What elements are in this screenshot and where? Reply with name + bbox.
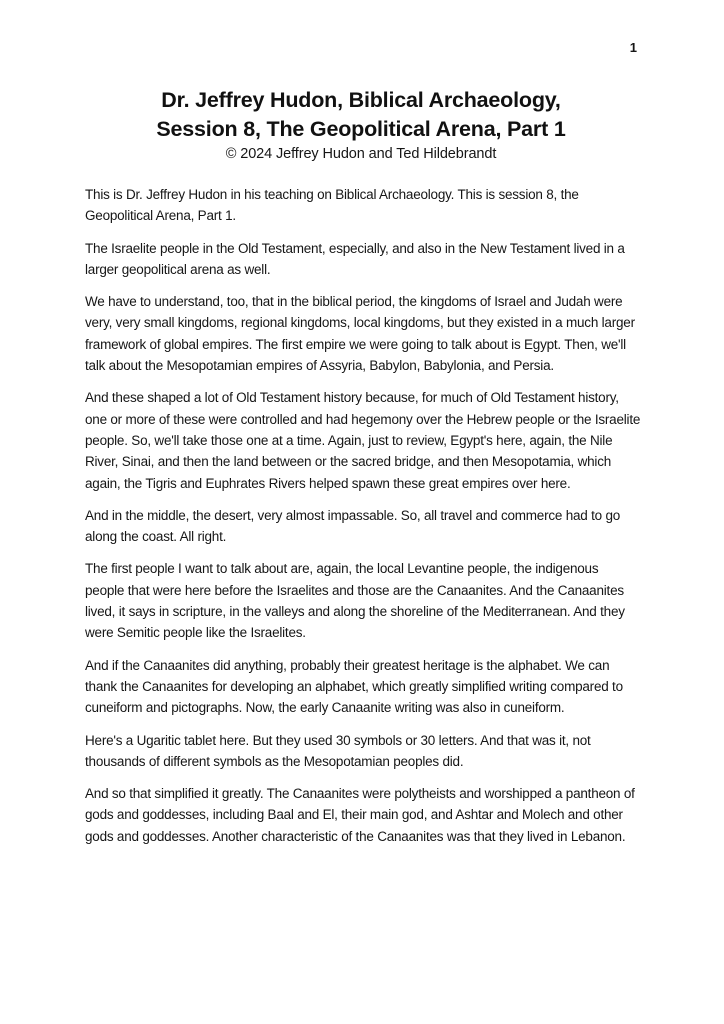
document-body — [85, 184, 641, 847]
title-line-2: Session 8, The Geopolitical Arena, Part 1 — [156, 117, 566, 141]
paragraph-6: The first people I want to talk about are, again, the local Levantine people, the indigenous people that were here before the Israelites and those are the Canaanites. And the Canaanites lived, it says in scripture, in the valleys and along the shoreline of the Mediterranean. And they were Semitic people like the Israelites. — [85, 561, 625, 641]
document-title — [85, 86, 637, 144]
paragraph-7: And if the Canaanites did anything, probably their greatest heritage is the alphabet. We can thank the Canaanites for developing an alphabet, which greatly simplified writing compared to cuneiform and pictographs. Now, the early Canaanite writing was also in cuneiform. — [85, 657, 623, 716]
paragraph-1: This is Dr. Jeffrey Hudon in his teaching on Biblical Archaeology. This is session 8, the Geopolitical Arena, Part 1. — [85, 187, 579, 224]
page-number: 1 — [629, 40, 637, 55]
paragraph-2: The Israelite people in the Old Testament, especially, and also in the New Testament lived in a larger geopolitical arena as well. — [85, 240, 625, 277]
paragraph-4: And these shaped a lot of Old Testament history because, for much of Old Testament history, one or more of these were controlled and had hegemony over the Hebrew people or the Israelite people. So, we'll take those one at a time. Again, just to review, Egypt's here, again, the Nile River, Sinai, and then the land between or the sacred bridge, and then Mesopotamia, which again, the Tigris and Euphrates Rivers helped spawn these great empires over here. — [85, 390, 641, 491]
paragraph-3: We have to understand, too, that in the biblical period, the kingdoms of Israel and Judah were very, very small kingdoms, regional kingdoms, local kingdoms, but they existed in a much larger framework of global empires. The first empire we were going to talk about is Egypt. Then, we'll talk about the Mesopotamian empires of Assyria, Babylon, Babylonia, and Persia. — [85, 294, 635, 374]
paragraph-5: And in the middle, the desert, very almost impassable. So, all travel and commerce had to go along the coast. All right. — [85, 507, 621, 545]
title-line-1: Dr. Jeffrey Hudon, Biblical Archaeology, — [161, 88, 561, 112]
paragraph-8: Here's a Ugaritic tablet here. But they used 30 symbols or 30 letters. And that was it, not thousands of different symbols as the Mesopotamian peoples did. — [85, 732, 591, 769]
paragraph-9: And so that simplified it greatly. The Canaanites were polytheists and worshipped a pantheon of gods and goddesses, including Baal and El, their main god, and Ashtar and Molech and other gods and goddesses. Another characteristic of the Canaanites was that they lived in Lebanon. — [85, 786, 635, 844]
copyright-line: © 2024 Jeffrey Hudon and Ted Hildebrandt — [225, 146, 497, 162]
